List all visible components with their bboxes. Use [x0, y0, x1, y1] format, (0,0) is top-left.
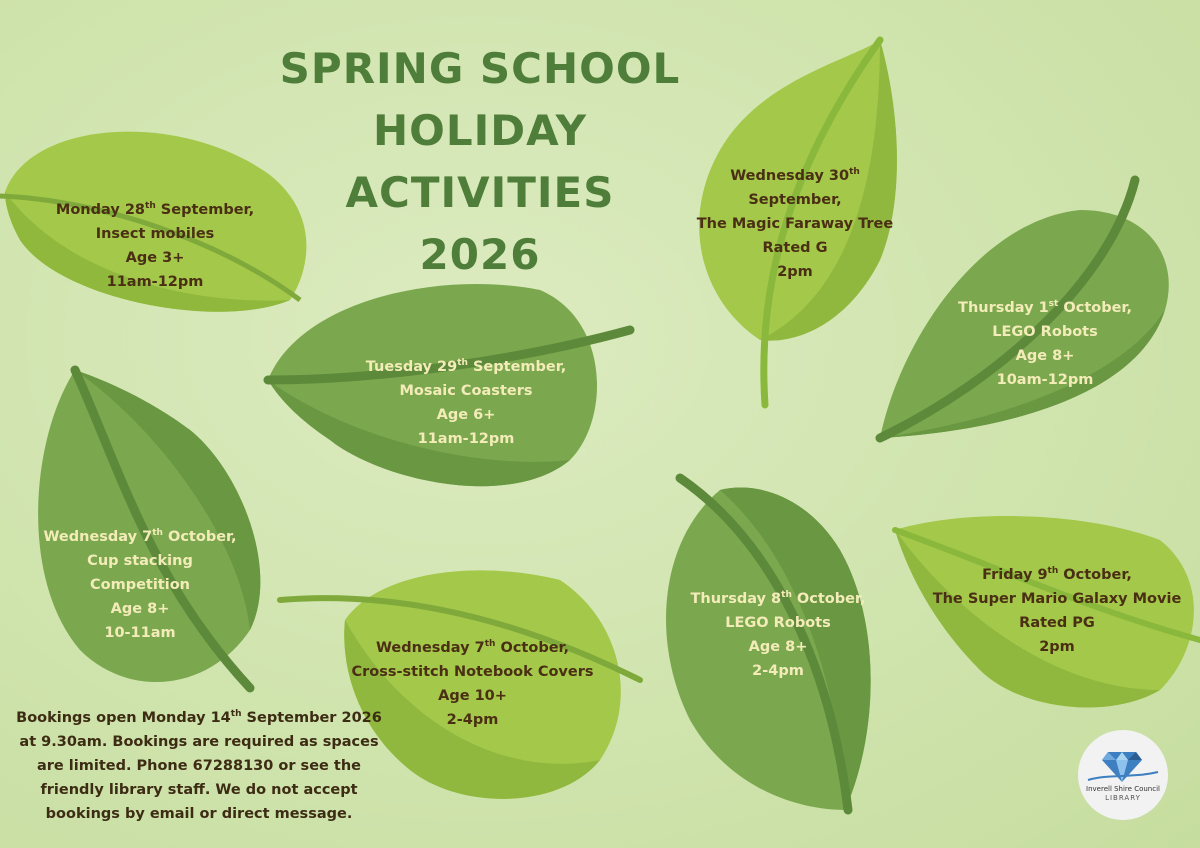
event-line: Insect mobiles	[95, 226, 215, 242]
event-monday-28	[30, 198, 280, 294]
event-thursday-8	[668, 587, 888, 683]
event-wednesday-7-cup	[20, 525, 260, 645]
event-line: September,	[748, 192, 842, 208]
event-line: 2-4pm	[752, 663, 804, 679]
event-line: 10-11am	[104, 625, 176, 641]
event-line: Age 10+	[438, 688, 507, 704]
event-line: 2pm	[1039, 639, 1075, 655]
event-date: Monday 28th September,	[55, 201, 255, 218]
event-line: Rated PG	[1019, 615, 1095, 631]
event-date: Wednesday 30th	[730, 167, 860, 184]
library-logo	[1078, 730, 1168, 820]
diamond-icon	[1078, 730, 1168, 820]
event-date: Friday 9th October,	[982, 566, 1132, 583]
event-line: LEGO Robots	[725, 615, 831, 631]
event-line: 2-4pm	[446, 712, 499, 728]
event-date: Wednesday 7th October,	[375, 639, 570, 656]
event-line: The Super Mario Galaxy Movie	[932, 591, 1182, 607]
event-tuesday-29	[336, 355, 596, 451]
event-line: Mosaic Coasters	[399, 383, 533, 399]
event-line: Age 3+	[125, 250, 185, 266]
title-line-3: 2026	[419, 230, 541, 279]
title-line-1: SPRING SCHOOL	[279, 44, 681, 93]
event-line: Age 6+	[436, 407, 496, 423]
event-line: Age 8+	[110, 601, 170, 617]
title-line-2: HOLIDAY ACTIVITIES	[345, 106, 615, 217]
event-friday-9	[922, 563, 1192, 659]
event-line: 11am-12pm	[106, 274, 204, 290]
event-date: Thursday 8th October,	[690, 590, 866, 607]
event-line: LEGO Robots	[992, 324, 1098, 340]
event-line: 11am-12pm	[417, 431, 515, 447]
event-date: Tuesday 29th September,	[365, 358, 567, 375]
page-title	[255, 38, 705, 286]
event-line: The Magic Faraway Tree	[696, 216, 894, 232]
logo-library-word: LIBRARY	[1105, 794, 1141, 802]
event-line: 10am-12pm	[996, 372, 1094, 388]
event-date: Thursday 1st October,	[958, 299, 1132, 316]
event-line: Rated G	[762, 240, 828, 256]
event-date: Wednesday 7th October,	[43, 528, 237, 545]
event-line: Cross-stitch Notebook Covers	[351, 664, 594, 680]
event-line: Competition	[89, 577, 190, 593]
event-line: Age 8+	[748, 639, 808, 655]
event-wednesday-30	[680, 164, 910, 284]
event-line: Age 8+	[1015, 348, 1075, 364]
event-line: Cup stacking	[87, 553, 193, 569]
booking-info: Bookings open Monday 14th September 2026 at 9.30am. Bookings are required as spaces are limited. Phone 67288130 or see the friendly library staff. We do not accept bookings by email or direct message.	[16, 709, 382, 822]
event-thursday-1	[930, 296, 1160, 392]
logo-council-name: Inverell Shire Council	[1086, 785, 1160, 793]
event-line: 2pm	[777, 264, 813, 280]
